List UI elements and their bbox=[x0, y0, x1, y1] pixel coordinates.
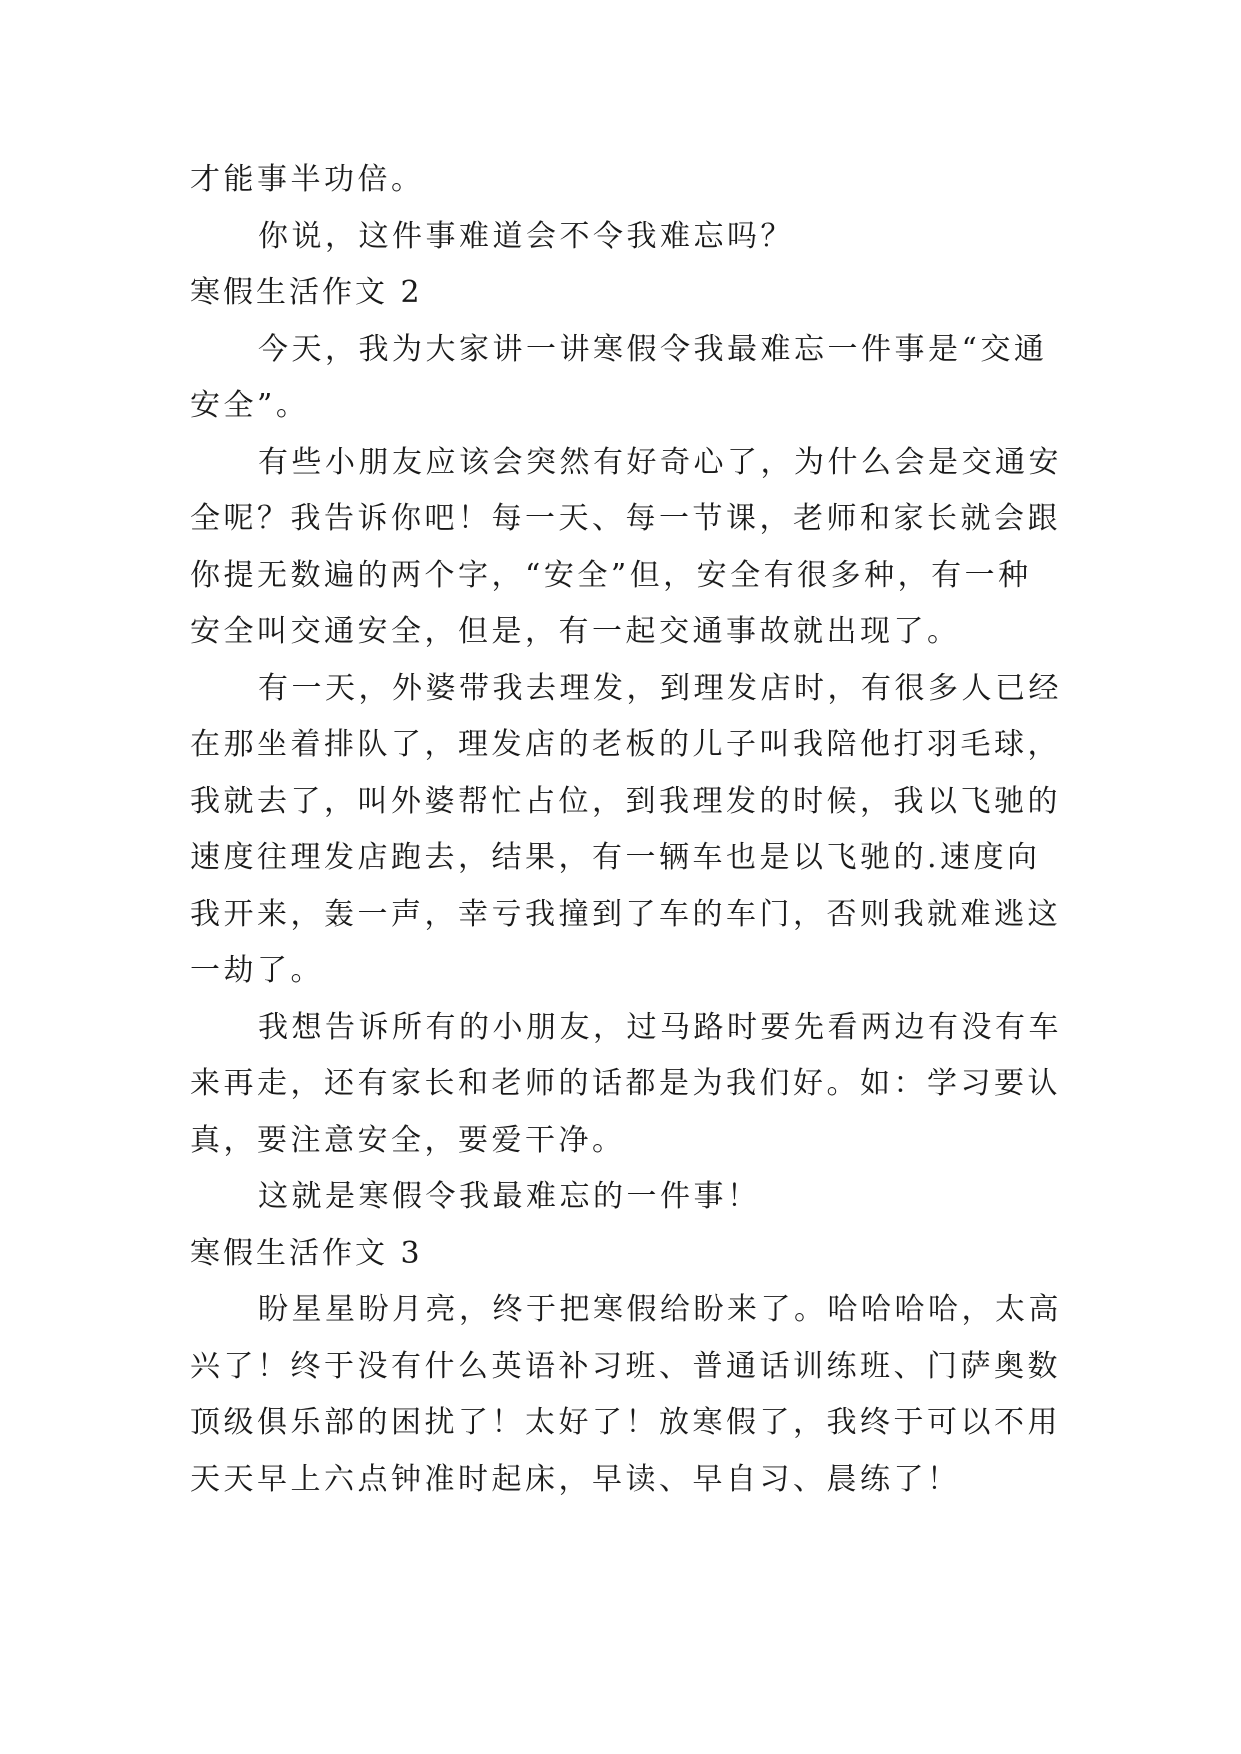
text-line-13: 速度往理发店跑去，结果，有一辆车也是以飞驰的.速度向 bbox=[190, 840, 1041, 875]
text-line-7: 全呢？我告诉你吧！每一天、每一节课，老师和家长就会跟 bbox=[190, 501, 1061, 536]
section-heading-3: 寒假生活作文 3 bbox=[190, 1235, 423, 1271]
text-line-6: 有些小朋友应该会突然有好奇心了，为什么会是交通安 bbox=[258, 444, 1062, 480]
text-line-23: 顶级俱乐部的困扰了！太好了！放寒假了，我终于可以不用 bbox=[190, 1405, 1061, 1440]
text-line-16: 我想告诉所有的小朋友，过马路时要先看两边有没有车 bbox=[258, 1009, 1062, 1045]
text-line-18: 真，要注意安全，要爱干净。 bbox=[190, 1122, 626, 1158]
text-line-24: 天天早上六点钟准时起床，早读、早自习、晨练了！ bbox=[190, 1461, 961, 1497]
text-line-15: 一劫了。 bbox=[190, 953, 324, 988]
text-line-19: 这就是寒假令我最难忘的一件事！ bbox=[258, 1179, 761, 1214]
text-line-5: 安全”。 bbox=[190, 388, 310, 423]
text-line-1: 才能事半功倍。 bbox=[190, 162, 425, 197]
text-line-14: 我开来，轰一声，幸亏我撞到了车的车门，否则我就难逃这 bbox=[190, 896, 1061, 932]
section-heading-2: 寒假生活作文 2 bbox=[190, 275, 423, 310]
text-line-8: 你提无数遍的两个字，“安全”但，安全有很多种，有一种 bbox=[190, 557, 1032, 593]
text-line-17: 来再走，还有家长和老师的话都是为我们好。如：学习要认 bbox=[190, 1066, 1061, 1101]
text-line-22: 兴了！终于没有什么英语补习班、普通话训练班、门萨奥数 bbox=[190, 1348, 1061, 1384]
text-line-2: 你说，这件事难道会不令我难忘吗？ bbox=[258, 218, 794, 254]
text-line-12: 我就去了，叫外婆帮忙占位，到我理发的时候，我以飞驰的 bbox=[190, 783, 1061, 819]
document-page bbox=[190, 152, 1060, 1508]
text-line-4: 今天，我为大家讲一讲寒假令我最难忘一件事是“交通 bbox=[258, 331, 1048, 367]
text-line-21: 盼星星盼月亮，终于把寒假给盼来了。哈哈哈哈，太高 bbox=[258, 1292, 1062, 1327]
text-line-10: 有一天，外婆带我去理发，到理发店时，有很多人已经 bbox=[258, 670, 1062, 706]
text-line-11: 在那坐着排队了，理发店的老板的儿子叫我陪他打羽毛球， bbox=[190, 727, 1061, 762]
text-line-9: 安全叫交通安全，但是，有一起交通事故就出现了。 bbox=[190, 614, 961, 649]
